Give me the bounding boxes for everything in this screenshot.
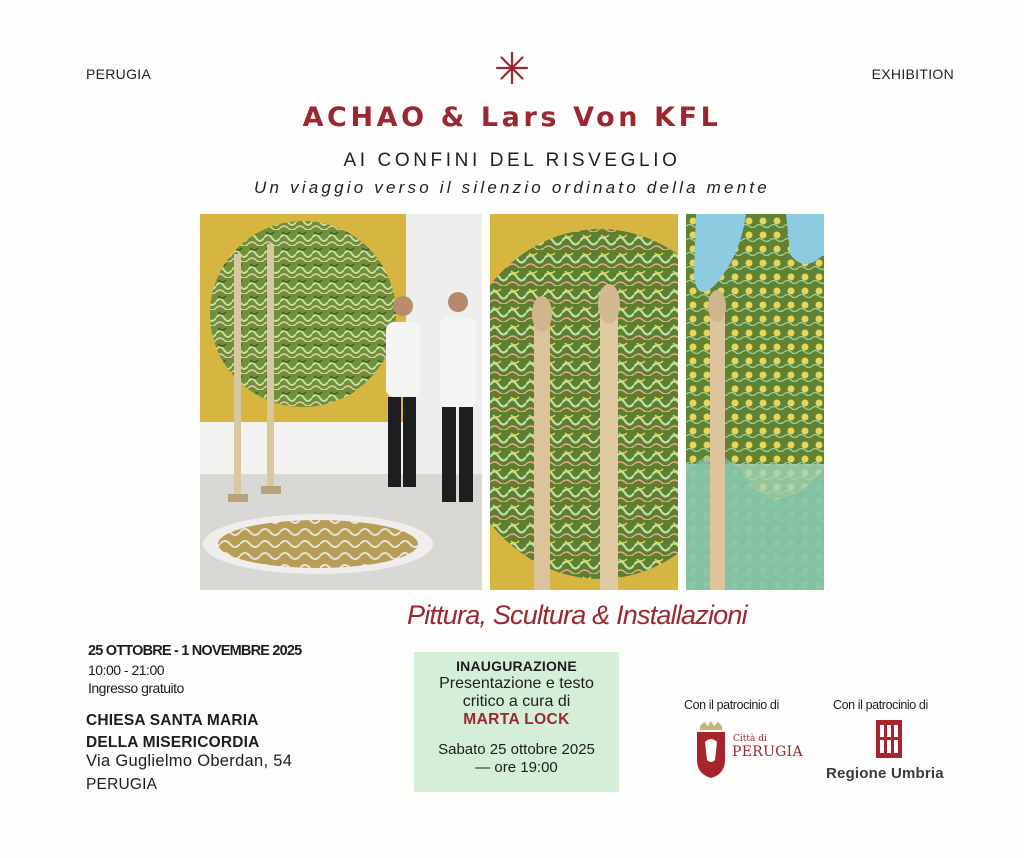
- opening-hours: 10:00 - 21:00: [88, 662, 165, 678]
- opening-time: — ore 19:00: [475, 759, 558, 776]
- venue-city: PERUGIA: [86, 776, 158, 793]
- perugia-crest-icon: [694, 720, 728, 780]
- painting-detail-photo: [686, 214, 824, 590]
- exhibition-subtitle: Un viaggio verso il silenzio ordinato della mente: [254, 178, 770, 197]
- umbria-emblem-icon: [876, 720, 902, 758]
- regione-umbria-text: Regione Umbria: [826, 765, 944, 782]
- venue-name-line-1: CHIESA SANTA MARIA: [86, 712, 259, 729]
- disciplines-heading: Pittura, Scultura & Installazioni: [407, 600, 747, 630]
- perugia-logo: [694, 720, 804, 780]
- exhibition-label: EXHIBITION: [871, 66, 954, 82]
- curator-name: MARTA LOCK: [463, 711, 570, 728]
- perugia-logo-city-text: PERUGIA: [732, 744, 803, 760]
- opening-date: Sabato 25 ottobre 2025: [438, 741, 595, 758]
- opening-info-box: [414, 652, 619, 792]
- perugia-logo-small-text: Città di: [733, 734, 767, 744]
- artists-title: ACHAO & Lars Von KFL: [302, 102, 722, 133]
- asterisk-icon: [492, 48, 532, 88]
- installation-photo: [200, 214, 482, 590]
- regione-umbria-logo: [826, 720, 956, 784]
- admission-note: Ingresso gratuito: [88, 680, 184, 696]
- city-label: PERUGIA: [86, 66, 152, 82]
- opening-description: Presentazione e testo critico a cura di: [439, 675, 594, 710]
- venue-name: [86, 710, 260, 754]
- exhibition-title: AI CONFINI DEL RISVEGLIO: [343, 150, 681, 171]
- venue-name-line-2: DELLA MISERICORDIA: [86, 734, 260, 751]
- painting-photo: [490, 214, 678, 590]
- patronage-label-perugia: Con il patrocinio di: [684, 698, 779, 712]
- opening-heading: INAUGURAZIONE: [456, 658, 577, 674]
- venue-address: Via Guglielmo Oberdan, 54: [86, 752, 293, 770]
- exhibition-dates: 25 OTTOBRE - 1 NOVEMBRE 2025: [88, 643, 302, 659]
- patronage-label-umbria: Con il patrocinio di: [833, 698, 928, 712]
